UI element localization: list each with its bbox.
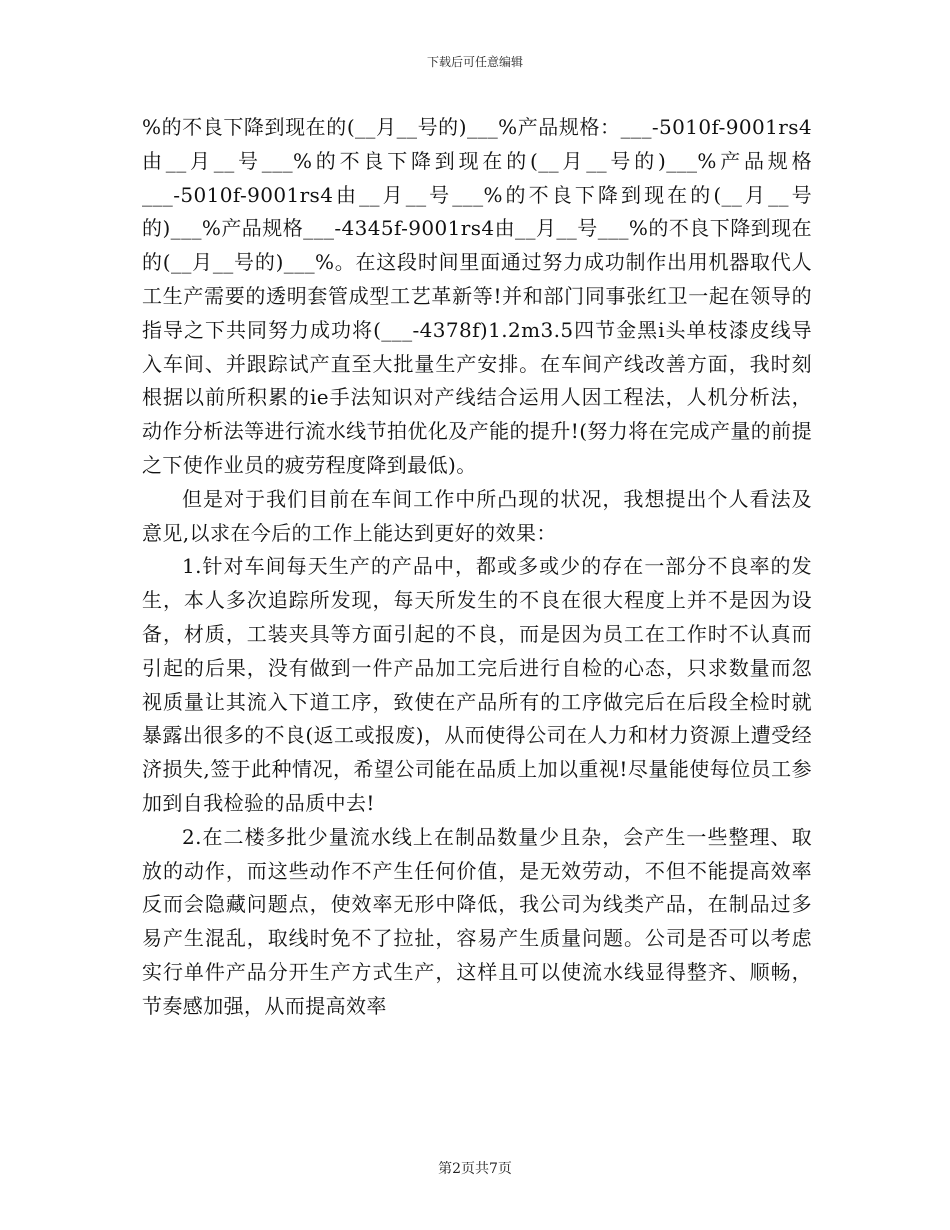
paragraph-point-1: 1.针对车间每天生产的产品中，都或多或少的存在一部分不良率的发生，本人多次追踪所发现，每天所发生的不良在很大程度上并不是因为设备，材质，工装夹具等方面引起的不良，而是因为员工在工作时不认真而引起的后果，没有做到一件产品加工完后进行自检的心态，只求数量而忽视质量让其流入下道工序，致使在产品所有的工序做完后在后段全检时就暴露出很多的不良(返工或报废)，从而使得公司在人力和材力资源上遭受经济损失,签于此种情况，希望公司能在品质上加以重视!尽量能使每位员工参加到自我检验的品质中去! [142,554,812,815]
paragraph-point-2: 2.在二楼多批少量流水线上在制品数量少且杂，会产生一些整理、取放的动作，而这些动作不产生任何价值，是无效劳动，不但不能提高效率反而会隐藏问题点，使效率无形中降低，我公司为线类产品，在制品过多易产生混乱，取线时免不了拉扯，容易产生质量问题。公司是否可以考虑实行单件产品分开生产方式生产，这样且可以使流水线显得整齐、顺畅，节奏感加强，从而提高效率 [142,824,812,1018]
paragraph-opinion-intro: 但是对于我们目前在车间工作中所凸现的状况，我想提出个人看法及意见,以求在今后的工作上能达到更好的效果： [142,486,812,545]
page-number: 第2页共7页 [438,1161,512,1177]
page-header: 下载后可任意编辑 [426,55,523,69]
paragraph-continuation: %的不良下降到现在的(__月__号的)___%产品规格：___-5010f-9001rs4由__月__号___%的不良下降到现在的(__月__号的)___%产品规格___-5010f-9001rs4由__月__号___%的不良下降到现在的(__月__号的)___%产品规格___-4345f-9001rs4由__月__号___%的不良下降到现在的(__月__号的)___%。在这段时间里面通过努力成功制作出用机器取代人工生产需要的透明套管成型工艺革新等!并和部门同事张红卫一起在领导的指导之下共同努力成功将(___-4378f)1.2m3.5四节金黑i头单枝漆皮线导入车间、并跟踪试产直至大批量生产安排。在车间产线改善方面，我时刻根据以前所积累的ie手法知识对产线结合运用人因工程法，人机分析法，动作分析法等进行流水线节拍优化及产能的提升!(努力将在完成产量的前提之下使作业员的疲劳程度降到最低)。 [142,115,812,477]
document-body [142,111,812,1024]
